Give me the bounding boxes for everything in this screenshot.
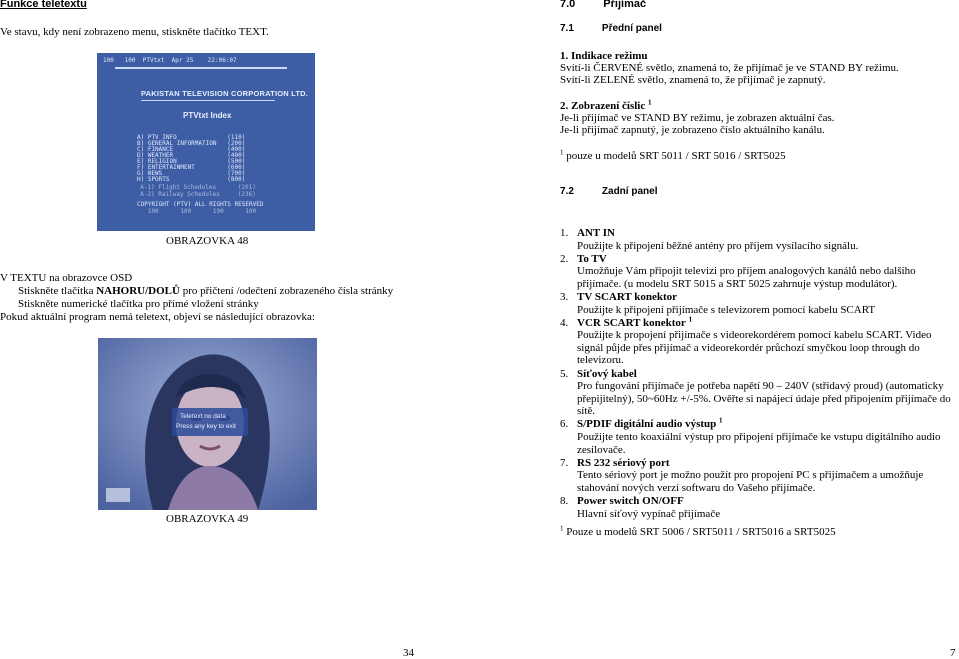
item-title: 1. Indikace režimu [560, 50, 648, 62]
item-title: ANT IN [577, 227, 616, 239]
item-text: Svítí-li ČERVENÉ světlo, znamená to, že přijímač je ve STAND BY režimu. [560, 62, 899, 74]
osd-text: pro přičtení /odečtení zobrazeného čísla stránky [179, 285, 394, 297]
section-heading: Funkce teletextu [0, 0, 87, 10]
item-description: Pro fungování přijímače je potřeba napětí 90 – 240V (střídavý proud) (automaticky přepijitelný), 50~60Hz +/-5%. Ověřte si napájecí údaje před připojením přijímače do sítě. [577, 380, 951, 418]
teletext-rule [115, 67, 287, 69]
footnote-ref: 1 [688, 315, 693, 323]
item-number: 4. [560, 316, 569, 329]
exit-message: Press any key to exit [176, 423, 236, 430]
teletext-index-line: E) RELIGION (500) [137, 158, 246, 165]
item-description: Hlavní síťový vypínač přijímače [577, 507, 721, 520]
teletext-extra-line: A-1) Flight Schedules (201) [133, 184, 256, 191]
osd-keys: NAHORU/DOLŮ [96, 285, 180, 297]
rear-panel-item [560, 457, 955, 495]
section-title: Přední panel [601, 23, 662, 34]
osd-line: Pokud aktuální program nemá teletext, objeví se následující obrazovka: [0, 311, 315, 323]
rear-panel-item [560, 368, 955, 418]
teletext-extra-line: A-2) Railway Schedules (236) [133, 191, 256, 198]
chapter-heading [560, 0, 646, 10]
teletext-title-rule [141, 100, 275, 101]
rear-panel-item [560, 317, 955, 367]
rear-panel-item [560, 495, 955, 520]
item-description: Použijte k připojení přijímače s televizorem pomocí kabelu SCART [577, 303, 876, 316]
rear-panel-item [560, 418, 955, 456]
teletext-screenshot [97, 53, 315, 231]
item-number: 1. [560, 227, 569, 239]
item-title: RS 232 sériový port [577, 456, 670, 469]
teletext-index-line: G) NEWS (700) [137, 170, 246, 177]
item-title: TV SCART konektor [577, 290, 678, 303]
osd-description [0, 272, 393, 324]
intro-text: Ve stavu, kdy není zobrazeno menu, stiskněte tlačítko TEXT. [0, 26, 269, 38]
footnote-mark: 1 [560, 524, 564, 533]
item-text: Je-li přijímač zapnutý, je zobrazeno číslo aktuálního kanálu. [560, 124, 825, 136]
teletext-index-line: D) WEATHER (400) [137, 152, 246, 159]
item-title: S/PDIF digitální audio výstup [577, 418, 717, 431]
chapter-title: Přijímač [603, 0, 647, 10]
section-number: 7.2 [560, 186, 574, 197]
item-title: To TV [577, 252, 607, 265]
page-number: 34 [403, 647, 414, 659]
rear-panel-item [560, 253, 955, 291]
item-title [560, 100, 835, 112]
front-panel-item [560, 50, 899, 86]
teletext-index-line: H) SPORTS (800) [137, 176, 246, 183]
no-data-message: Teletext no data [180, 413, 226, 420]
footnote-text: pouze u modelů SRT 5011 / SRT 5016 / SRT5025 [563, 150, 786, 162]
osd-line: V TEXTU na obrazovce OSD [0, 272, 133, 284]
osd-line: Stiskněte numerické tlačítka pro přímé vložení stránky [18, 298, 259, 310]
teletext-copyright: COPYRIGHT (PTV) ALL RIGHTS RESERVED [137, 201, 264, 208]
teletext-subtitle: PTVtxt Index [183, 111, 232, 120]
rear-panel-list [560, 227, 955, 520]
footnote-text: Pouze u modelů SRT 5006 / SRT5011 / SRT5016 a SRT5025 [563, 526, 836, 538]
item-text: Svítí-li ZELENÉ světlo, znamená to, že přijímač je zapnutý. [560, 74, 826, 86]
chapter-number: 7.0 [560, 0, 576, 10]
osd-text: Stiskněte tlačítka [18, 285, 97, 297]
figure-caption: OBRAZOVKA 48 [166, 235, 249, 247]
item-number: 7. [560, 456, 569, 469]
teletext-header-line: 100 100 PTVtxt Apr 25 22:06:07 [103, 57, 237, 64]
footnote-mark: 1 [560, 148, 564, 157]
rear-panel-item [560, 291, 955, 316]
item-number: 5. [560, 367, 569, 380]
teletext-index-line: F) ENTERTAINMENT (600) [137, 164, 246, 171]
section-number: 7.1 [560, 23, 574, 34]
page-number: 7 [950, 647, 956, 659]
item-title: Síťový kabel [577, 367, 637, 380]
item-number: 2. [560, 252, 569, 265]
item-text: Je-li přijímač ve STAND BY režimu, je zobrazen aktuální čas. [560, 112, 835, 124]
item-description: Použijte tento koaxiální výstup pro připojení přijímače ke vstupu digitálního audio zesilovače. [577, 431, 941, 456]
teletext-index-line: A) PTV INFO (110) [137, 134, 246, 141]
front-panel-item [560, 100, 835, 136]
footnote [560, 526, 836, 538]
footnote-ref: 1 [719, 416, 723, 425]
teletext-title: PAKISTAN TELEVISION CORPORATION LTD. [141, 89, 309, 98]
item-number: 6. [560, 418, 569, 431]
no-teletext-photo [98, 338, 317, 510]
figure-caption: OBRAZOVKA 49 [166, 513, 249, 525]
item-description: Umožňuje Vám připojit televizi pro příjem analogových kanálů nebo dalšího přijímače. (u modelu SRT 5015 a SRT 5025 zahrnuje výstup modulátor). [577, 265, 916, 290]
item-description: Použijte k propojení přijímače s videorekordérem pomocí kabelu SCART. Video signál půjde přes přijímač a videorekordér průchozí smyčkou loop through do televizoru. [577, 329, 932, 367]
footnote-ref: 1 [648, 98, 652, 107]
item-description: Použijte k připojení běžné antény pro příjem vysílacího signálu. [577, 239, 859, 252]
footnote [560, 150, 786, 162]
item-title-text: 2. Zobrazení číslic [560, 100, 646, 112]
osd-line [0, 285, 393, 298]
item-title: VCR SCART konektor [577, 316, 686, 329]
teletext-index-line: B) GENERAL INFORMATION (200) [137, 140, 246, 147]
item-number: 8. [560, 494, 569, 507]
section-heading [560, 23, 662, 34]
teletext-footer-numbers: 100 100 190 100 [137, 208, 257, 215]
item-number: 3. [560, 290, 569, 303]
item-description: Tento sériový port je možno použít pro propojení PC s přijímačem a umožňuje stahování nových verzí softwaru do Vašeho přijímače. [577, 469, 924, 494]
teletext-index-line: C) FINANCE (400) [137, 146, 246, 153]
item-title: Power switch ON/OFF [577, 494, 684, 507]
section-heading [560, 186, 657, 197]
section-title: Zadní panel [601, 186, 658, 197]
rear-panel-item [560, 227, 955, 252]
